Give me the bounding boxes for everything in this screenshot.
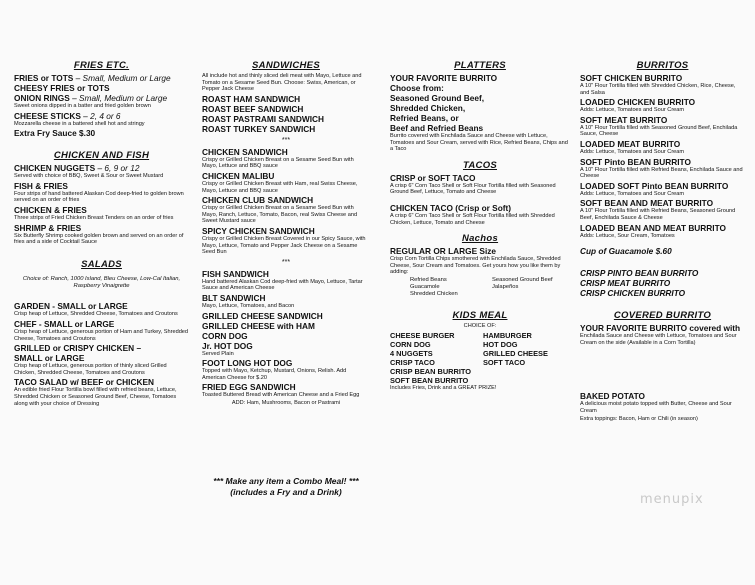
loaded-chicken-burrito: LOADED CHICKEN BURRITO <box>580 97 696 108</box>
roast-turkey-item: ROAST TURKEY SANDWICH <box>202 123 316 134</box>
burritos-title: BURRITOS <box>636 60 689 71</box>
shrimp-fries-desc: Six Butterfly Shrimp cooked golden brown and served on an order of fries and a side of Cocktail Sauce <box>14 232 184 246</box>
kids-item: CORN DOG <box>390 339 431 349</box>
nachos-option: Guacamole <box>410 283 440 290</box>
crisp-taco-desc: A crisp 6" Corn Taco Shell or Soft Flour Tortilla filled with Seasoned Ground Beef, Lettuce, Tomato and Cheese <box>390 182 556 196</box>
fish-sandwich-item: FISH SANDWICH <box>202 268 269 279</box>
covered-burrito-item: YOUR FAVORITE BURRITO covered with <box>580 323 741 334</box>
crisp-chicken-burrito: CRISP CHICKEN BURRITO <box>580 288 686 299</box>
sandwiches-title: SANDWICHES <box>252 60 320 71</box>
chicken-club-item: CHICKEN CLUB SANDWICH <box>202 195 314 206</box>
roast-beef-item: ROAST BEEF SANDWICH <box>202 103 304 114</box>
nuggets-item <box>14 163 189 173</box>
chicken-taco-desc: A crisp 6" Corn Taco Shell or Soft Flour Tortilla filled with Shredded Chicken, Lettuce, Tomato and Cheese <box>390 212 555 226</box>
blt-item: BLT SANDWICH <box>202 292 266 303</box>
combo-note <box>202 476 370 498</box>
nachos-desc: Crisp Corn Tortilla Chips smothered with Enchilada Sauce, Shredded Cheese, Sour Cream and Tomatoes. Get yours how you like them by adding: <box>390 256 561 276</box>
loaded-bean-meat-burrito: LOADED BEAN AND MEAT BURRITO <box>580 222 726 233</box>
loaded-meat-burrito-desc: Adds: Lettuce, Tomatoes and Sour Cream <box>580 148 685 155</box>
guacamole-item: Cup of Guacamole $.60 <box>580 246 672 257</box>
kids-crisp-bean: CRISP BEAN BURRITO <box>390 366 472 376</box>
chicken-fish-title: CHICKEN AND FISH <box>53 150 150 162</box>
kids-item: SOFT TACO <box>483 357 526 367</box>
fries-name: FRIES or TOTS <box>14 73 74 83</box>
fries-item <box>14 73 189 83</box>
loaded-meat-burrito: LOADED MEAT BURRITO <box>580 138 681 149</box>
column-4 <box>580 60 745 423</box>
baked-potato-extra: Extra toppings: Bacon, Ham or Chili (in season) <box>580 415 698 422</box>
soft-pinto-bean-burrito: SOFT Pinto BEAN BURRITO <box>580 156 691 167</box>
sandwiches-intro: All include hot and thinly sliced deli meat with Mayo, Lettuce and Tomato on a Sesame Seed Bun. Choose: Swiss, American, or Pepper Jack Cheese <box>202 73 362 93</box>
cheesy-fries-item: CHEESY FRIES or TOTS <box>14 83 110 93</box>
soft-meat-burrito-desc: A 10" Flour Tortilla filled with Seasoned Ground Beef, Enchilada Sauce, Cheese <box>580 124 738 138</box>
chef-salad-item: CHEF - SMALL or LARGE <box>14 318 115 329</box>
kids-soft-bean: SOFT BEAN BURRITO <box>390 375 469 385</box>
onion-rings-sizes: – Small, Medium or Large <box>72 93 168 103</box>
nuggets-name: CHICKEN NUGGETS <box>14 163 96 174</box>
kids-item: HAMBURGER <box>483 330 532 340</box>
nachos-options <box>390 277 570 298</box>
nuggets-desc: Served with choice of BBQ, Sweet & Sour or Sweet Mustard <box>14 173 164 180</box>
onion-rings-desc: Sweet onions dipped in a batter and fried golden brown <box>14 103 151 109</box>
platter-line-3: Seasoned Ground Beef, <box>390 93 485 103</box>
chicken-fries-item: CHICKEN & FRIES <box>14 204 87 215</box>
fish-sandwich-desc: Hand battered Alaskan Cod deep-fried with Mayo, Lettuce, Tartar Sauce and American Cheese <box>202 278 363 292</box>
chicken-fries-desc: Three strips of Fried Chicken Breast Tenders on an order of fries <box>14 214 174 221</box>
roast-pastrami-item: ROAST PASTRAMI SANDWICH <box>202 113 324 124</box>
crisp-meat-burrito: CRISP MEAT BURRITO <box>580 278 671 289</box>
cheese-sticks-item <box>14 111 189 121</box>
fried-egg-add: ADD: Ham, Mushrooms, Bacon or Pastrami <box>231 399 341 406</box>
tacos-title: TACOS <box>462 159 498 171</box>
garden-salad-item: GARDEN - SMALL or LARGE <box>14 301 128 312</box>
chicken-club-desc: Crispy or Grilled Chicken Breast on a Sesame Seed Bun with Mayo, Ranch, Lettuce, Tomato, Bacon, real Swiss Cheese and Sweet Mustard sauce <box>202 205 358 225</box>
separator-stars: *** <box>281 136 291 144</box>
loaded-chicken-burrito-desc: Adds: Lettuce, Tomatoes and Sour Cream <box>580 107 685 114</box>
cheese-sticks-desc: Mozzarella cheese in a battered shell hot and stringy <box>14 120 145 127</box>
nachos-option: Seasoned Ground Beef <box>492 276 553 283</box>
baked-potato-desc: A delicious moist potato topped with Butter, Cheese and Sour Cream <box>580 401 732 414</box>
crisp-taco-item: CRISP or SOFT TACO <box>390 172 476 183</box>
soft-chicken-burrito-desc: A 10" Flour Tortilla filled with Shredded Chicken, Rice, Cheese, and Salsa <box>580 83 736 96</box>
soft-bean-meat-burrito-desc: A 10" Flour Tortilla filled with Refried Beans, Seasoned Ground Beef, Enchilada Sauce & Cheese <box>580 208 736 221</box>
jr-hot-dog-item: Jr. HOT DOG <box>202 340 253 351</box>
fish-fries-desc: Four strips of hand battered Alaskan Cod deep-fried to golden brown served on an order of fries <box>14 190 184 204</box>
platter-desc: Burrito covered with Enchilada Sauce and Cheese with Lettuce, Tomatoes and Sour Cream, served with Rice, Refried Beans, Chips and a Taco <box>390 133 568 153</box>
fried-egg-desc: Toasted Buttered Bread with American Cheese and a Fried Egg <box>202 392 360 399</box>
nachos-option: Refried Beans <box>410 276 447 283</box>
loaded-soft-pinto-bean-burrito: LOADED SOFT Pinto BEAN BURRITO <box>580 180 729 191</box>
nachos-option: Shredded Chicken <box>410 290 458 297</box>
grilled-chicken-salad-desc: Crisp heap of Lettuce, generous portion of thinly sliced Grilled Chicken, Shredded Cheese, Tomatoes and Croutons <box>14 363 167 376</box>
fries-sizes: – Small, Medium or Large <box>75 73 171 83</box>
platter-line-2: Choose from: <box>390 83 444 93</box>
separator-stars-2: *** <box>281 258 291 266</box>
kids-item: CRISP TACO <box>390 357 435 367</box>
chef-salad-desc: Crisp heap of Lettuce, generous portion of Ham and Turkey, Shredded Cheese, Tomatoes and Croutons <box>14 328 189 342</box>
roast-ham-item: ROAST HAM SANDWICH <box>202 93 301 104</box>
loaded-soft-pinto-bean-burrito-desc: Adds: Lettuce, Tomatoes and Sour Cream <box>580 190 685 197</box>
cheese-sticks-name: CHEESE STICKS <box>14 110 81 121</box>
combo-line-2: (includes a Fry and a Drink) <box>230 487 342 497</box>
covered-burrito-title: COVERED BURRITO <box>613 310 712 322</box>
foot-long-desc: Topped with Mayo, Ketchup, Mustard, Onions, Relish. Add American Cheese for $.20 <box>202 368 347 381</box>
soft-bean-meat-burrito: SOFT BEAN AND MEAT BURRITO <box>580 198 714 209</box>
cheese-sticks-sizes: – 2, 4 or 6 <box>83 110 121 121</box>
taco-salad-desc: An edible fried Flour Tortilla bowl filled with refried beans, Lettuce, Shredded Chicken or Seasoned Ground Beef, Cheese, Tomatoes along with your choice of Dressing <box>14 387 177 407</box>
kids-footer: Includes Fries, Drink and a GREAT PRIZE! <box>390 384 497 391</box>
kids-item: CHEESE BURGER <box>390 330 455 340</box>
kids-item: 4 NUGGETS <box>390 348 433 358</box>
soft-chicken-burrito: SOFT CHICKEN BURRITO <box>580 73 683 83</box>
nachos-option <box>492 291 570 298</box>
nachos-item: REGULAR OR LARGE Size <box>390 246 497 257</box>
jr-hot-dog-desc: Served Plain <box>202 350 234 357</box>
column-2 <box>202 60 370 407</box>
platter-line-4: Shredded Chicken, <box>390 103 466 113</box>
combo-line-1: *** Make any item a Combo Meal! *** <box>213 476 359 486</box>
grilled-cheese-ham-item: GRILLED CHEESE with HAM <box>202 320 315 331</box>
onion-rings-name: ONION RINGS <box>14 93 70 103</box>
fry-sauce-item: Extra Fry Sauce $.30 <box>14 128 96 139</box>
soft-meat-burrito: SOFT MEAT BURRITO <box>580 114 668 125</box>
kids-choice: CHOICE OF: <box>463 322 497 329</box>
kids-item: GRILLED CHEESE <box>483 348 548 358</box>
platters-title: PLATTERS <box>454 60 506 71</box>
salad-dressing-choices: Choice of: Ranch, 1000 Island, Bleu Cheese, Low-Cal Italian, Raspberry Vinaigrette <box>22 275 181 289</box>
kids-item: HOT DOG <box>483 339 518 349</box>
spicy-chicken-item: SPICY CHICKEN SANDWICH <box>202 225 315 236</box>
chicken-sandwich-desc: Crispy or Grilled Chicken Breast on a Sesame Seed Bun with Mayo, Lettuce and BBQ sauce <box>202 156 354 170</box>
grilled-chicken-salad-size: SMALL or LARGE <box>14 353 85 364</box>
taco-salad-item: TACO SALAD w/ BEEF or CHICKEN <box>14 377 154 388</box>
column-1 <box>14 60 189 408</box>
covered-burrito-desc: Enchilada Sauce and Cheese with Lettuce, Tomatoes and Sour Cream on the side (Available in a Corn Tortilla) <box>580 333 737 346</box>
crisp-pinto-bean-burrito: CRISP PINTO BEAN BURRITO <box>580 268 699 279</box>
kids-items <box>390 331 570 367</box>
onion-rings-item <box>14 93 189 103</box>
column-3 <box>390 60 570 392</box>
grilled-chicken-salad-item: GRILLED or CRISPY CHICKEN – <box>14 343 142 354</box>
fries-title: FRIES ETC. <box>73 60 130 71</box>
salads-title: SALADS <box>81 258 122 270</box>
platter-line-1: YOUR FAVORITE BURRITO <box>390 73 498 83</box>
baked-potato-item: BAKED POTATO <box>580 391 645 402</box>
fish-fries-item: FISH & FRIES <box>14 180 68 191</box>
grilled-cheese-item: GRILLED CHEESE SANDWICH <box>202 310 323 321</box>
blt-desc: Mayo, Lettuce, Tomatoes, and Bacon <box>202 302 295 309</box>
garden-salad-desc: Crisp heap of Lettuce, Shredded Cheese, Tomatoes and Croutons <box>14 311 178 318</box>
corn-dog-item: CORN DOG <box>202 330 248 341</box>
chicken-taco-item: CHICKEN TACO (Crisp or Soft) <box>390 202 512 213</box>
menupix-watermark: menupix <box>640 492 704 507</box>
platter-line-5: Refried Beans, or <box>390 113 459 123</box>
platter-line-6: Beef and Refried Beans <box>390 123 484 133</box>
loaded-bean-meat-burrito-desc: Adds: Lettuce, Sour Cream, Tomatoes <box>580 232 675 239</box>
spicy-chicken-desc: Crispy or Grilled Chicken Breast Covered in our Spicy Sauce, with Mayo, Lettuce, Tomato and Pepper Jack Cheese on a Sesame Seed Bun <box>202 235 366 256</box>
chicken-sandwich-item: CHICKEN SANDWICH <box>202 146 288 157</box>
nachos-option: Jalapeños <box>492 283 519 290</box>
foot-long-item: FOOT LONG HOT DOG <box>202 358 293 369</box>
chicken-malibu-item: CHICKEN MALIBU <box>202 170 275 181</box>
fried-egg-item: FRIED EGG SANDWICH <box>202 382 296 393</box>
nuggets-sizes: – 6, 9 or 12 <box>97 163 140 174</box>
shrimp-fries-item: SHRIMP & FRIES <box>14 222 82 233</box>
soft-pinto-bean-burrito-desc: A 10" Flour Tortilla filled with Refried Beans, Enchilada Sauce and Cheese <box>580 166 743 180</box>
nachos-title: Nachos <box>461 233 499 245</box>
chicken-malibu-desc: Crispy or Grilled Chicken Breast with Ham, real Swiss Cheese, Mayo, Lettuce and BBQ sauce <box>202 180 358 194</box>
kids-meal-title: KIDS MEAL <box>452 309 508 321</box>
